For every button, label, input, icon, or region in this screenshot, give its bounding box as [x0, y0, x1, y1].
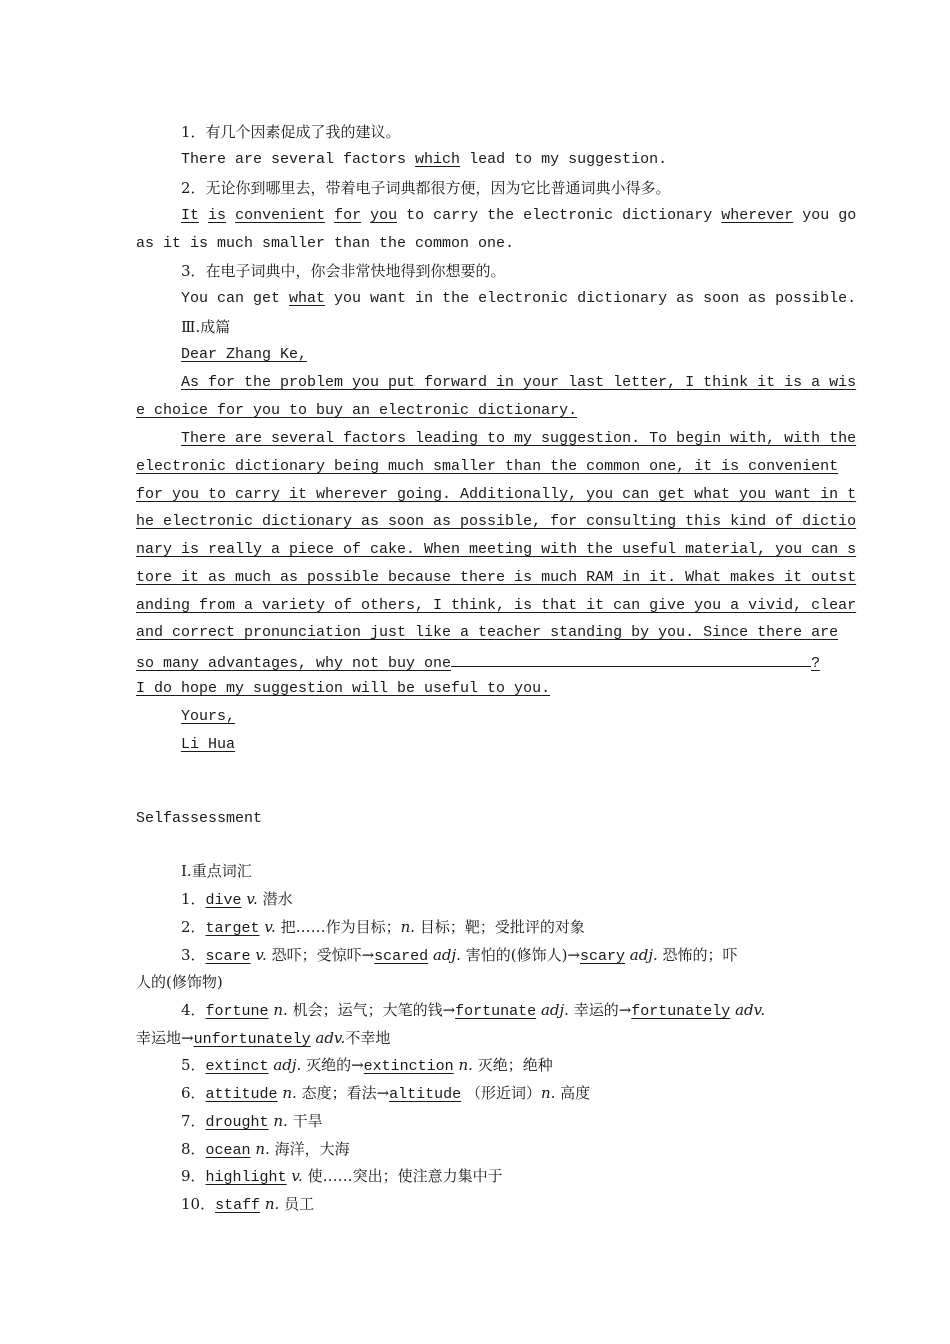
- vocab-word: ocean: [205, 1142, 251, 1159]
- vocab-word: extinct: [205, 1058, 269, 1075]
- part-of-speech: adj.: [629, 946, 658, 964]
- essay-text: so many advantages, why not buy one: [136, 655, 452, 672]
- part-of-speech: n.: [540, 1084, 556, 1102]
- section-heading-essay: Ⅲ.成篇: [181, 318, 231, 336]
- definition: 海洋，大海: [274, 1140, 350, 1158]
- vocab-item: [181, 1138, 350, 1160]
- text: lead to my suggestion.: [460, 151, 668, 168]
- part-of-speech: v.: [255, 946, 267, 964]
- letter-signature: Li Hua: [181, 736, 236, 753]
- letter-greeting: Dear Zhang Ke,: [181, 346, 308, 363]
- vocab-word: drought: [205, 1114, 269, 1131]
- vocab-word: scary: [580, 948, 626, 965]
- vocab-item: [181, 944, 738, 966]
- part-of-speech: n.: [255, 1140, 270, 1158]
- definition: 不幸地: [345, 1029, 391, 1047]
- definition: 员工: [284, 1195, 315, 1213]
- definition: 幸运地→: [136, 1029, 194, 1047]
- part-of-speech: v.: [246, 890, 258, 908]
- part-of-speech: adv.: [735, 1001, 766, 1019]
- essay-line: There are several factors leading to my suggestion. To begin with, with the: [181, 430, 857, 447]
- answer-blank: wherever: [721, 207, 794, 224]
- vocab-word: fortunately: [631, 1003, 731, 1020]
- section-heading-selfassessment: Selfassessment: [136, 810, 263, 827]
- question-mark: ?: [811, 655, 821, 672]
- part-of-speech: adj.: [273, 1056, 302, 1074]
- item-number: 9．: [181, 1167, 206, 1185]
- definition: 潜水: [262, 890, 293, 908]
- sentence-3-english: [181, 288, 856, 310]
- item-number: 7．: [181, 1112, 206, 1130]
- sentence-1-english: [181, 149, 667, 171]
- definition: 态度；看法→: [301, 1084, 390, 1102]
- essay-line: for you to carry it wherever going. Additionally, you can get what you want in t: [136, 486, 857, 503]
- item-number: 3．: [181, 946, 206, 964]
- vocab-word: altitude: [389, 1086, 462, 1103]
- essay-line: I do hope my suggestion will be useful to you.: [136, 680, 551, 697]
- text: to carry the electronic dictionary: [397, 207, 722, 224]
- vocab-item: [181, 999, 765, 1021]
- part-of-speech: n.: [273, 1001, 288, 1019]
- vocab-word: unfortunately: [193, 1031, 311, 1048]
- part-of-speech: n.: [282, 1084, 297, 1102]
- text: You can get: [181, 290, 290, 307]
- vocab-word: scared: [374, 948, 429, 965]
- part-of-speech: adj.: [540, 1001, 569, 1019]
- part-of-speech: n.: [458, 1056, 473, 1074]
- definition: 高度: [560, 1084, 591, 1102]
- definition: 灭绝；绝种: [477, 1056, 553, 1074]
- part-of-speech: v.: [291, 1167, 303, 1185]
- answer-blank: what: [289, 290, 326, 307]
- definition: 使……突出；使注意力集中于: [307, 1167, 503, 1185]
- definition: 干旱: [292, 1112, 323, 1130]
- essay-line: e choice for you to buy an electronic dictionary.: [136, 402, 578, 419]
- vocab-word: dive: [205, 892, 242, 909]
- item-number: 5．: [181, 1056, 206, 1074]
- sentence-2-chinese: 2．无论你到哪里去，带着电子词典都很方便，因为它比普通词典小得多。: [181, 179, 671, 197]
- part-of-speech: v.: [264, 918, 276, 936]
- vocab-word: highlight: [205, 1169, 287, 1186]
- item-number: 10．: [181, 1195, 216, 1213]
- definition: 恐怖的；吓: [662, 946, 738, 964]
- item-number: 1．: [181, 890, 206, 908]
- answer-blank: convenient: [235, 207, 326, 224]
- essay-line: nary is really a piece of cake. When meeting with the useful material, you can s: [136, 541, 857, 558]
- vocab-item: [181, 1082, 590, 1104]
- part-of-speech: n.: [273, 1112, 288, 1130]
- vocab-word: staff: [215, 1197, 261, 1214]
- sentence-3-chinese: 3．在电子词典中，你会非常快地得到你想要的。: [181, 262, 506, 280]
- answer-blank: It: [181, 207, 200, 224]
- item-number: 2．: [181, 918, 206, 936]
- part-of-speech: n.: [264, 1195, 280, 1213]
- essay-line: he electronic dictionary as soon as possible, for consulting this kind of dictio: [136, 513, 857, 530]
- vocab-item: [181, 888, 293, 910]
- item-number: 6．: [181, 1084, 206, 1102]
- vocab-word: target: [205, 920, 260, 937]
- vocab-item-cont: 人的(修饰物): [136, 973, 223, 991]
- vocab-item: [181, 916, 585, 938]
- sentence-1-chinese: 1．有几个因素促成了我的建议。: [181, 123, 401, 141]
- vocab-word: attitude: [205, 1086, 278, 1103]
- vocab-item: [181, 1193, 314, 1215]
- definition: 恐吓；受惊吓→: [271, 946, 375, 964]
- definition: 把……作为目标；: [280, 918, 401, 936]
- definition: 幸运的→: [573, 1001, 632, 1019]
- part-of-speech: adv.: [315, 1029, 346, 1047]
- essay-line-with-blank: [136, 650, 821, 672]
- vocab-title: Ⅰ.重点词汇: [181, 862, 252, 880]
- sentence-2-english: [181, 205, 856, 227]
- vocab-item-cont: [136, 1027, 390, 1049]
- answer-blank-line: [451, 650, 811, 667]
- vocab-word: scare: [205, 948, 251, 965]
- note: （形近词）: [465, 1084, 541, 1102]
- essay-line: electronic dictionary being much smaller than the common one, it is convenient: [136, 458, 839, 475]
- letter-closing: Yours,: [181, 708, 236, 725]
- definition: 机会；运气；大笔的钱→: [292, 1001, 456, 1019]
- part-of-speech: adj.: [432, 946, 461, 964]
- vocab-item: [181, 1165, 503, 1187]
- answer-blank: is: [208, 207, 227, 224]
- answer-blank: you: [370, 207, 398, 224]
- vocab-item: [181, 1054, 553, 1076]
- vocab-word: fortunate: [455, 1003, 537, 1020]
- item-number: 8．: [181, 1140, 206, 1158]
- sentence-2-english-cont: as it is much smaller than the common one.: [136, 235, 515, 252]
- vocab-word: fortune: [205, 1003, 269, 1020]
- text: you want in the electronic dictionary as soon as possible.: [325, 290, 857, 307]
- essay-line: anding from a variety of others, I think, is that it can give you a vivid, clear: [136, 597, 857, 614]
- vocab-item: [181, 1110, 323, 1132]
- part-of-speech: n.: [400, 918, 416, 936]
- definition: 害怕的(修饰人)→: [465, 946, 580, 964]
- text: you go: [793, 207, 857, 224]
- item-number: 4．: [181, 1001, 206, 1019]
- essay-line: and correct pronunciation just like a teacher standing by you. Since there are: [136, 624, 839, 641]
- essay-line: tore it as much as possible because there is much RAM in it. What makes it outst: [136, 569, 857, 586]
- text: There are several factors: [181, 151, 416, 168]
- essay-line: As for the problem you put forward in your last letter, I think it is a wis: [181, 374, 857, 391]
- vocab-word: extinction: [363, 1058, 454, 1075]
- definition: 目标；靶；受批评的对象: [419, 918, 585, 936]
- answer-blank: for: [334, 207, 362, 224]
- definition: 灭绝的→: [306, 1056, 364, 1074]
- answer-blank: which: [415, 151, 461, 168]
